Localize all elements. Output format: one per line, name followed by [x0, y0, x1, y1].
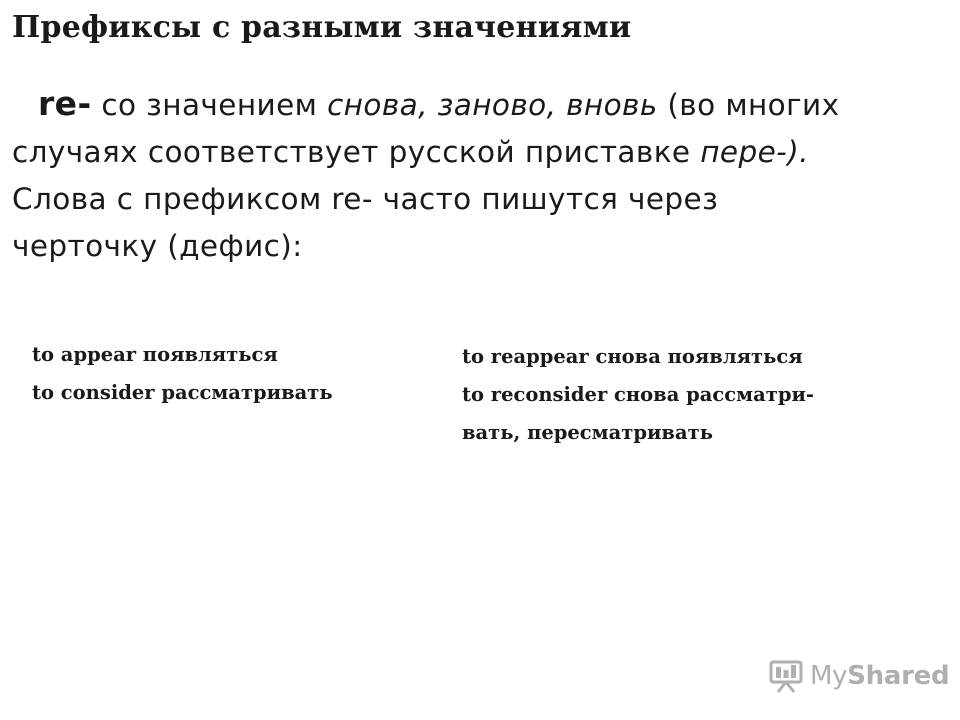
russian-prefix: пере-).: [700, 135, 809, 169]
prefix-meanings: снова, заново, вновь: [327, 88, 658, 122]
paragraph-line-2: [12, 129, 912, 176]
paragraph-line-4: черточку (дефис):: [12, 229, 303, 263]
explanation-paragraph: [12, 80, 912, 270]
paragraph-line-3: Слова с префиксом re- часто пишутся через: [12, 182, 719, 216]
slide-title: Префиксы с разными значениями: [12, 10, 632, 45]
prefixed-word-examples: [462, 338, 814, 452]
paragraph-line-1: [12, 80, 912, 129]
prefix-term: re-: [38, 84, 92, 123]
presentation-board-icon: [768, 658, 804, 694]
paragraph-intro: со значением: [91, 88, 328, 122]
base-word-examples: [32, 336, 333, 412]
watermark-text: MyShared: [810, 661, 950, 691]
paragraph-after-meanings: (во многих: [657, 88, 840, 122]
example-row: вать, пересматривать: [462, 421, 713, 444]
example-row: to appear появляться: [32, 343, 278, 366]
paragraph-lead: [12, 80, 839, 129]
example-row: to consider рассматривать: [32, 381, 333, 404]
example-row: to reconsider снова рассматри-: [462, 383, 815, 406]
paragraph-line2-start: случаях соответствует русской приставке: [12, 135, 701, 169]
myshared-watermark: [768, 656, 949, 696]
example-row: to reappear снова появляться: [462, 345, 803, 368]
